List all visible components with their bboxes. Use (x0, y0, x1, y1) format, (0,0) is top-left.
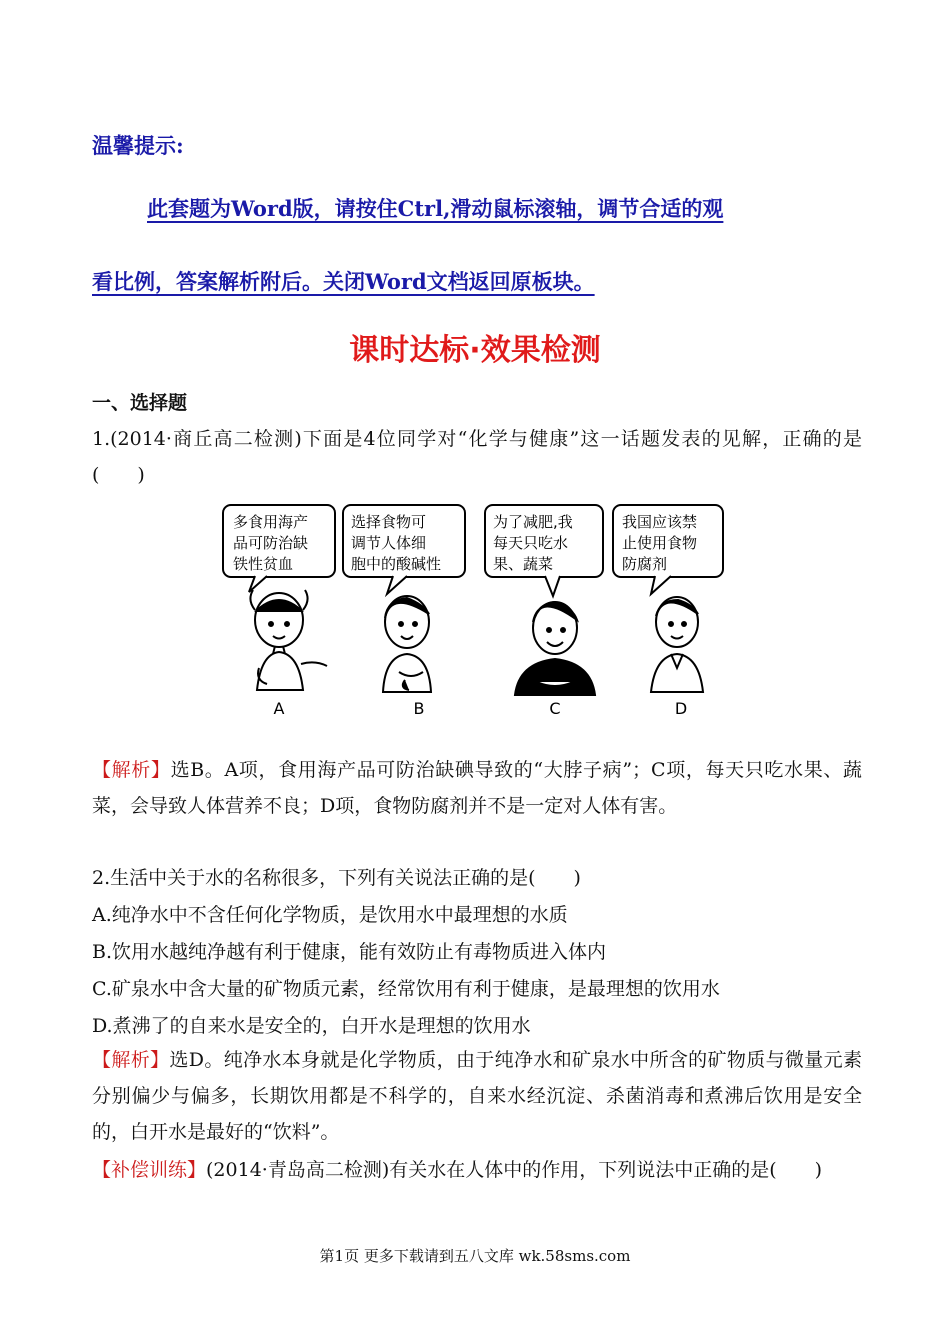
bubble-a-line-1: 多食用海产 (233, 513, 309, 531)
analysis-label: 【解析】 (92, 759, 171, 781)
speech-bubble-d (613, 505, 723, 594)
student-c-boy (515, 602, 595, 695)
supplementary-label: 【补偿训练】 (92, 1159, 207, 1181)
question-1-stem: 1.(2014·商丘高二检测)下面是4位同学对“化学与健康”这一话题发表的见解，正确的是( ) (92, 428, 862, 486)
student-c-label: C (549, 699, 561, 718)
bubble-b-line-2: 调节人体细 (351, 534, 427, 552)
page-footer: 第1页 更多下载请到五八文库 wk.58sms.com (319, 1247, 631, 1265)
tip-line-1[interactable]: 此套题为Word版，请按住Ctrl,滑动鼠标滚轴，调节合适的观 (147, 196, 724, 221)
question-1-analysis (92, 752, 862, 824)
student-d-label: D (674, 699, 688, 718)
question-1-figure (215, 500, 735, 725)
option-d: D.煮沸了的自来水是安全的，白开水是理想的饮用水 (92, 1015, 531, 1037)
bubble-a-line-3: 铁性贫血 (233, 555, 294, 573)
bubble-d-line-3: 防腐剂 (622, 555, 668, 573)
tip-line-2[interactable]: 看比例，答案解析附后。关闭Word文档返回原板块。 (92, 269, 595, 294)
analysis-text: 选D。纯净水本身就是化学物质，由于纯净水和矿泉水中所含的矿物质与微量元素分别偏少与偏多，长期饮用都是不科学的，自来水经沉淀、杀菌消毒和煮沸后饮用是安全的，白开水是最好的“饮料”。 (92, 1049, 862, 1143)
bubble-d-line-2: 止使用食物 (622, 534, 698, 552)
student-a-girl (250, 590, 327, 690)
bubble-d-line-1: 我国应该禁 (622, 513, 698, 531)
supplementary-text: (2014·青岛高二检测)有关水在人体中的作用，下列说法中正确的是( ) (206, 1159, 823, 1181)
bubble-c-line-2: 每天只吃水 (493, 534, 569, 552)
speech-bubble-b (343, 505, 465, 594)
bubble-c-line-3: 果、蔬菜 (493, 555, 554, 573)
supplementary-training (92, 1152, 862, 1188)
analysis-label: 【解析】 (92, 1049, 170, 1071)
bubble-b-line-1: 选择食物可 (351, 513, 427, 531)
option-b: B.饮用水越纯净越有利于健康，能有效防止有毒物质进入体内 (92, 941, 607, 963)
student-a-label: A (273, 699, 285, 718)
lesson-title: 课时达标·效果检测 (349, 333, 601, 368)
option-a: A.纯净水中不含任何化学物质，是饮用水中最理想的水质 (92, 904, 568, 926)
bubble-a-line-2: 品可防治缺 (233, 534, 309, 552)
question-2-analysis (92, 1042, 862, 1150)
student-d-boy (651, 597, 703, 692)
speech-bubble-c (485, 505, 603, 596)
bubble-b-line-3: 胞中的酸碱性 (351, 555, 442, 573)
analysis-text: 选B。A项，食用海产品可防治缺碘导致的“大脖子病”；C项，每天只吃水果、蔬菜，会导致人体营养不良；D项，食物防腐剂并不是一定对人体有害。 (92, 759, 862, 817)
student-b-label: B (413, 699, 425, 718)
bubble-c-line-1: 为了减肥,我 (493, 513, 573, 531)
tip-title: 温馨提示: (92, 133, 184, 158)
question-2-stem: 2.生活中关于水的名称很多，下列有关说法正确的是( ) (92, 867, 581, 889)
speech-bubble-a (223, 505, 335, 592)
option-c: C.矿泉水中含大量的矿物质元素，经常饮用有利于健康，是最理想的饮用水 (92, 978, 720, 1000)
section-title: 一、选择题 (92, 392, 188, 414)
student-b-boy (383, 596, 431, 692)
